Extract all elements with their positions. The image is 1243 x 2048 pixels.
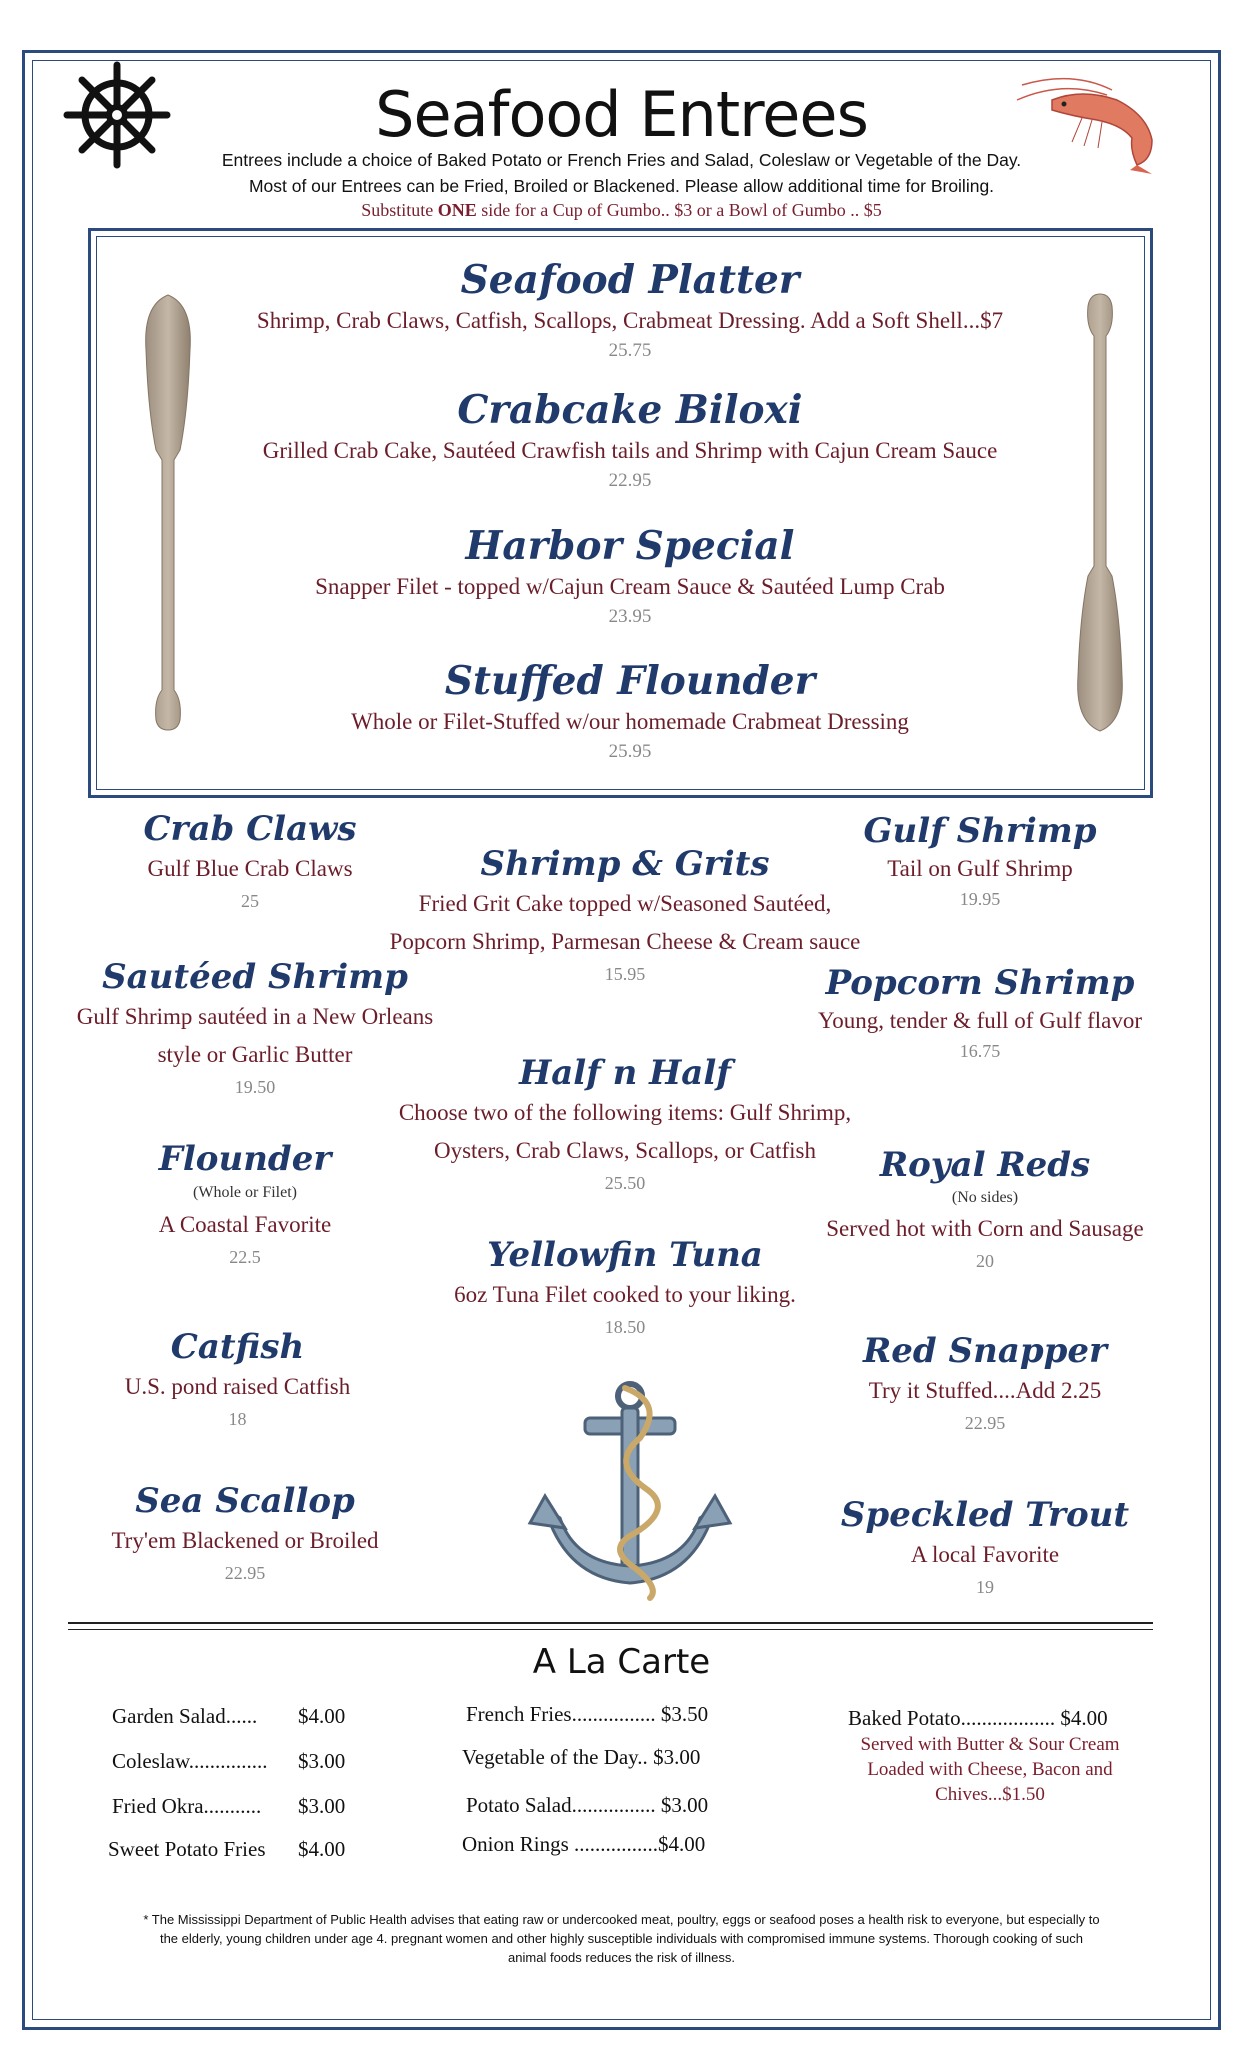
- dish-price: 22.95: [964, 1413, 1006, 1433]
- dish-desc: Try it Stuffed....Add 2.25: [868, 1378, 1102, 1403]
- dish-desc: Snapper Filet - topped w/Cajun Cream Sauce & Sautéed Lump Crab: [315, 574, 945, 599]
- alc-note-line: Served with Butter & Sour Cream: [860, 1734, 1120, 1755]
- dish-desc: Gulf Shrimp sautéed in a New Orleans: [76, 1004, 434, 1029]
- dish-name: Harbor Special: [465, 523, 795, 569]
- dish-price: 19.50: [234, 1077, 276, 1097]
- alc-item-price: $4.00: [298, 1837, 346, 1861]
- page-title: Seafood Entrees: [375, 78, 868, 151]
- dish-desc: Young, tender & full of Gulf flavor: [817, 1008, 1143, 1033]
- dish-price: 18: [228, 1409, 247, 1429]
- dish-name: Catfish: [170, 1327, 305, 1367]
- alc-note-line: Loaded with Cheese, Bacon and: [867, 1759, 1113, 1780]
- dish-name: Red Snapper: [863, 1331, 1107, 1371]
- alc-item-price: $3.00: [298, 1749, 346, 1773]
- dish-price: 18.50: [604, 1317, 646, 1337]
- dish-speckled-trout: [830, 1494, 1140, 1600]
- dish-stuffed-flounder: [210, 657, 1050, 765]
- alc-item-name: Potato Salad................: [466, 1793, 656, 1817]
- alc-note-line: Chives...$1.50: [935, 1784, 1045, 1805]
- dish-desc: Choose two of the following items: Gulf Shrimp,: [398, 1100, 852, 1125]
- oar-icon: [138, 290, 198, 740]
- section-divider: [68, 1629, 1153, 1630]
- dish-name: Popcorn Shrimp: [825, 963, 1135, 1003]
- dish-desc: Oysters, Crab Claws, Scallops, or Catfish: [433, 1138, 816, 1163]
- dish-name: Gulf Shrimp: [863, 811, 1097, 851]
- dish-price: 20: [976, 1251, 994, 1271]
- dish-note: (No sides): [951, 1189, 1019, 1206]
- dish-name: Shrimp & Grits: [480, 844, 770, 884]
- dish-royal-reds: [800, 1144, 1170, 1274]
- dish-note: (Whole or Filet): [193, 1184, 297, 1201]
- alc-item: [112, 1704, 346, 1729]
- alc-item-price: $3.00: [660, 1793, 709, 1817]
- dish-desc: Served hot with Corn and Sausage: [826, 1216, 1144, 1241]
- intro-line-1: Entrees include a choice of Baked Potato or French Fries and Salad, Coleslaw or Vegetable of the Day.: [221, 150, 1022, 170]
- dish-price: 25.75: [608, 340, 652, 361]
- alc-item: [112, 1749, 346, 1774]
- alc-item-price: $4.00: [1060, 1706, 1108, 1730]
- dish-catfish: [80, 1326, 395, 1432]
- disclaimer-line: the elderly, young children under age 4. pregnant women and other highly susceptible individuals with compromised immune systems. Thorough cooking of such: [159, 1931, 1084, 1946]
- dish-price: 22.5: [229, 1247, 261, 1267]
- dish-price: 25: [241, 891, 259, 911]
- health-disclaimer: [60, 1910, 1183, 1967]
- gumbo-sub-post: side for a Cup of Gumbo.. $3 or a Bowl of Gumbo .. $5: [476, 200, 882, 220]
- alc-item-name: Fried Okra...........: [112, 1794, 262, 1818]
- dish-desc: Gulf Blue Crab Claws: [147, 856, 353, 881]
- a-la-carte-title: A La Carte: [532, 1642, 711, 1682]
- dish-seafood-platter: [210, 256, 1050, 364]
- dish-price: 19: [976, 1577, 994, 1597]
- alc-item: [848, 1706, 1108, 1731]
- intro-line-2: Most of our Entrees can be Fried, Broiled or Blackened. Please allow additional time for Broiling.: [248, 176, 995, 196]
- dish-price: 22.95: [608, 470, 652, 491]
- dish-crabcake-biloxi: [210, 386, 1050, 494]
- dish-popcorn-shrimp: [800, 962, 1160, 1064]
- dish-name: Crabcake Biloxi: [457, 387, 803, 433]
- dish-desc: Try'em Blackened or Broiled: [111, 1528, 379, 1553]
- gumbo-sub-bold: ONE: [437, 200, 477, 220]
- alc-item-name: French Fries................: [466, 1702, 656, 1726]
- alc-item: [108, 1837, 346, 1862]
- alc-item-name: Baked Potato..................: [848, 1706, 1056, 1730]
- dish-desc: U.S. pond raised Catfish: [124, 1374, 351, 1399]
- dish-red-snapper: [820, 1330, 1150, 1436]
- dish-name: Royal Reds: [879, 1145, 1091, 1185]
- alc-item: [462, 1832, 705, 1857]
- dish-price: 23.95: [608, 606, 652, 627]
- oar-icon: [1070, 286, 1130, 736]
- dish-price: 15.95: [604, 964, 646, 984]
- dish-price: 22.95: [224, 1563, 266, 1583]
- disclaimer-line: * The Mississippi Department of Public Health advises that eating raw or undercooked meat, poultry, eggs or seafood poses a health risk to everyone, but especially to: [143, 1912, 1100, 1927]
- dish-price: 19.95: [959, 889, 1001, 909]
- gumbo-sub-pre: Substitute: [361, 200, 438, 220]
- dish-name: Sea Scallop: [135, 1481, 355, 1521]
- alc-item-name: Sweet Potato Fries: [108, 1837, 266, 1861]
- dish-flounder: [90, 1138, 400, 1270]
- dish-name: Yellowfin Tuna: [487, 1235, 763, 1275]
- section-divider: [68, 1622, 1153, 1624]
- dish-desc: Tail on Gulf Shrimp: [887, 856, 1073, 881]
- alc-item-name: Onion Rings ................: [462, 1832, 659, 1856]
- alc-item-price: $3.50: [660, 1702, 709, 1726]
- alc-item-name: Coleslaw...............: [112, 1749, 268, 1773]
- dish-desc: Popcorn Shrimp, Parmesan Cheese & Cream sauce: [389, 929, 861, 954]
- alc-item: [466, 1702, 708, 1727]
- alc-item-price: $3.00: [653, 1745, 701, 1769]
- alc-item-price: $3.00: [298, 1794, 346, 1818]
- alc-item: [462, 1745, 700, 1770]
- dish-name: Stuffed Flounder: [444, 658, 816, 704]
- alc-item: [466, 1793, 708, 1818]
- dish-harbor-special: [210, 522, 1050, 630]
- disclaimer-line: animal foods reduces the risk of illness.: [508, 1950, 735, 1965]
- dish-desc: Fried Grit Cake topped w/Seasoned Sautéed,: [418, 891, 832, 916]
- dish-yellowfin-tuna: [400, 1234, 850, 1340]
- alc-item-name: Garden Salad......: [112, 1704, 258, 1728]
- baked-potato-note: [820, 1732, 1160, 1807]
- dish-desc: A local Favorite: [910, 1542, 1060, 1567]
- dish-desc: 6oz Tuna Filet cooked to your liking.: [454, 1282, 796, 1307]
- anchor-icon: [525, 1378, 735, 1608]
- dish-desc: Shrimp, Crab Claws, Catfish, Scallops, Crabmeat Dressing. Add a Soft Shell...$7: [256, 308, 1004, 333]
- gumbo-substitute-note: [150, 200, 1093, 221]
- dish-desc: style or Garlic Butter: [157, 1042, 353, 1067]
- alc-item-price: $4.00: [298, 1704, 346, 1728]
- dish-sea-scallop: [80, 1480, 410, 1586]
- dish-price: 16.75: [959, 1041, 1001, 1061]
- alc-item: [112, 1794, 346, 1819]
- dish-name: Crab Claws: [143, 809, 357, 849]
- dish-desc: A Coastal Favorite: [158, 1212, 332, 1237]
- dish-name: Half n Half: [519, 1053, 731, 1093]
- dish-name: Flounder: [158, 1139, 332, 1179]
- alc-item-price: $4.00: [658, 1832, 706, 1856]
- dish-desc: Whole or Filet-Stuffed w/our homemade Crabmeat Dressing: [351, 709, 909, 734]
- dish-name: Speckled Trout: [840, 1495, 1130, 1535]
- dish-price: 25.50: [604, 1173, 646, 1193]
- dish-name: Sautéed Shrimp: [102, 957, 408, 997]
- dish-gulf-shrimp: [820, 810, 1140, 912]
- dish-price: 25.95: [608, 741, 652, 762]
- dish-name: Seafood Platter: [460, 257, 800, 303]
- alc-item-name: Vegetable of the Day..: [462, 1745, 648, 1769]
- dish-desc: Grilled Crab Cake, Sautéed Crawfish tails and Shrimp with Cajun Cream Sauce: [262, 438, 998, 463]
